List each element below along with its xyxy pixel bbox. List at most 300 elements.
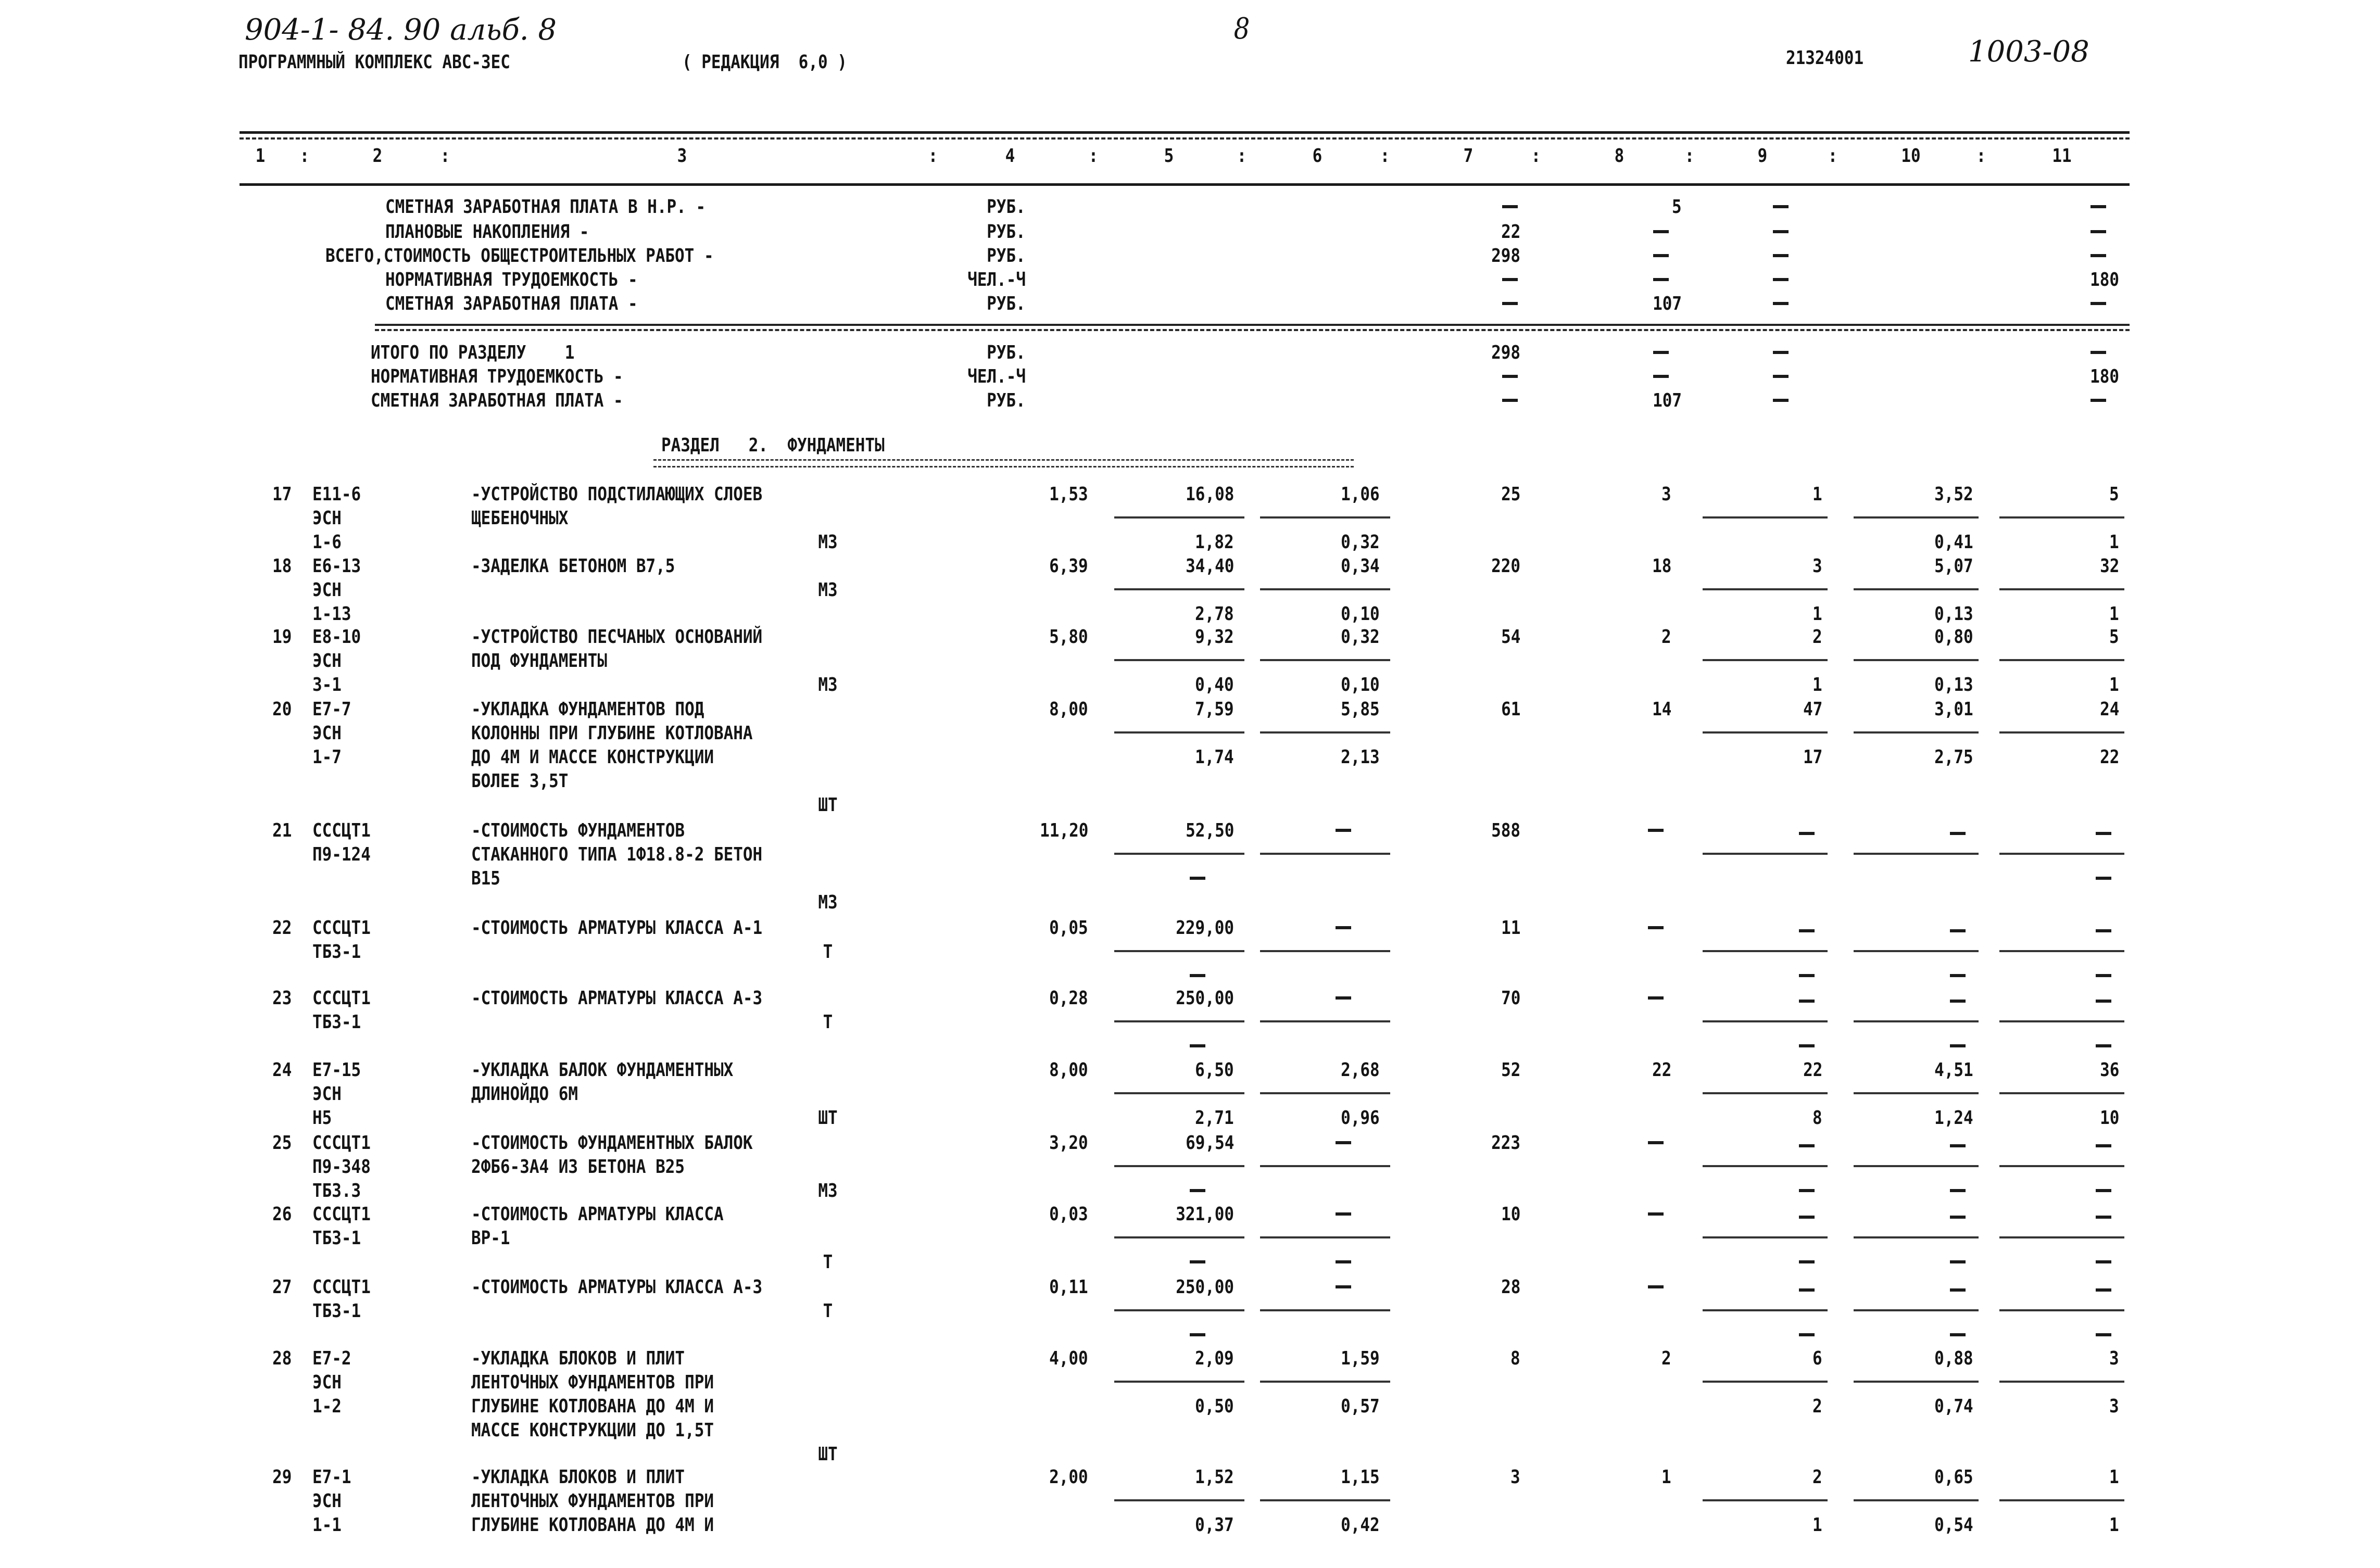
table-top-rule xyxy=(240,131,2130,134)
empty-dash xyxy=(1773,399,1789,402)
cell-divider xyxy=(1854,853,1979,855)
cell-divider xyxy=(1854,588,1979,590)
item-description: -СТОИМОСТЬ ФУНДАМЕНТОВ xyxy=(471,820,685,841)
item-code: СССЦТ1 xyxy=(312,1276,371,1298)
item-c11: 3 xyxy=(2109,1396,2119,1417)
item-c11: 10 xyxy=(2099,1107,2119,1129)
item-description: -ЗАДЕЛКА БЕТОНОМ В7,5 xyxy=(471,555,675,577)
item-c11: 22 xyxy=(2099,747,2119,768)
cell-divider xyxy=(1999,516,2124,519)
empty-dash xyxy=(1799,1000,1815,1003)
empty-dash xyxy=(2096,1000,2111,1003)
cell-divider xyxy=(1114,1020,1244,1022)
item-description: -СТОИМОСТЬ АРМАТУРЫ КЛАССА А-3 xyxy=(471,988,763,1009)
empty-dash xyxy=(2091,205,2106,208)
empty-dash xyxy=(1950,1000,1966,1003)
program-name: ПРОГРАММНЫЙ КОМПЛЕКС АВС-3ЕС xyxy=(238,52,510,73)
empty-dash xyxy=(1799,832,1815,835)
item-c9: 2 xyxy=(1812,1466,1822,1488)
section-total-unit: РУБ. xyxy=(987,390,1026,411)
cell-divider xyxy=(1854,1381,1979,1383)
column-separator: : xyxy=(1684,145,1695,167)
item-description: -СТОИМОСТЬ АРМАТУРЫ КЛАССА А-3 xyxy=(471,1276,763,1298)
empty-dash xyxy=(1648,926,1664,929)
item-c6: 1,15 xyxy=(1341,1466,1380,1488)
empty-dash xyxy=(1950,1333,1966,1336)
item-unit: Т xyxy=(823,941,833,963)
item-code: Е7-2 xyxy=(312,1348,351,1369)
item-quantity: 6,39 xyxy=(1049,555,1088,577)
item-description: -УКЛАДКА БЛОКОВ И ПЛИТ xyxy=(471,1466,685,1488)
item-c7: 220 xyxy=(1491,555,1520,577)
item-c7: 70 xyxy=(1501,988,1520,1009)
cell-divider xyxy=(1703,1499,1828,1501)
empty-dash xyxy=(1799,1144,1815,1147)
total-label: ПЛАНОВЫЕ НАКОПЛЕНИЯ - xyxy=(385,221,589,243)
item-code: 1-1 xyxy=(312,1514,342,1536)
empty-dash xyxy=(1799,1333,1815,1336)
item-description: -УСТРОЙСТВО ПЕСЧАНЫХ ОСНОВАНИЙ xyxy=(471,626,763,648)
item-c10: 3,01 xyxy=(1934,699,1973,720)
item-code: ЭСН xyxy=(312,1083,342,1105)
item-c5: 2,78 xyxy=(1195,603,1234,625)
item-code: ТБ3.3 xyxy=(312,1180,361,1202)
empty-dash xyxy=(2091,254,2106,257)
empty-dash xyxy=(2091,351,2106,354)
edition-label: ( РЕДАКЦИЯ 6,0 ) xyxy=(682,52,847,73)
item-c11: 1 xyxy=(2109,1514,2119,1536)
cell-divider xyxy=(1114,1499,1244,1501)
total-value: 5 xyxy=(1672,196,1682,218)
cell-divider xyxy=(1260,1165,1390,1167)
empty-dash xyxy=(2091,302,2106,305)
item-code: Е7-15 xyxy=(312,1059,361,1081)
cell-divider xyxy=(1999,1020,2124,1022)
empty-dash xyxy=(1773,230,1789,233)
item-c9: 3 xyxy=(1812,555,1822,577)
item-description: ЛЕНТОЧНЫХ ФУНДАМЕНТОВ ПРИ xyxy=(471,1372,714,1393)
cell-divider xyxy=(1703,1165,1828,1167)
item-description: -УСТРОЙСТВО ПОДСТИЛАЮЩИХ СЛОЕВ xyxy=(471,484,763,505)
item-c5: 321,00 xyxy=(1176,1204,1234,1225)
item-c6: 1,06 xyxy=(1341,484,1380,505)
item-description: ГЛУБИНЕ КОТЛОВАНА ДО 4М И xyxy=(471,1514,714,1536)
item-c8: 2 xyxy=(1661,626,1671,648)
cell-divider xyxy=(1114,1381,1244,1383)
subtotal-rule-dashed xyxy=(375,329,2130,331)
item-c11: 24 xyxy=(2099,699,2119,720)
cell-divider xyxy=(1703,1092,1828,1094)
item-number: 29 xyxy=(272,1466,292,1488)
item-code: П9-124 xyxy=(312,844,371,865)
item-description: ВР-1 xyxy=(471,1228,510,1249)
item-c7: 52 xyxy=(1501,1059,1520,1081)
section-title-underline xyxy=(653,459,1354,467)
item-quantity: 8,00 xyxy=(1049,1059,1088,1081)
empty-dash xyxy=(2096,929,2111,932)
handwritten-reference: 1003-08 xyxy=(1968,35,2089,69)
item-quantity: 1,53 xyxy=(1049,484,1088,505)
empty-dash xyxy=(2096,1189,2111,1192)
cell-divider xyxy=(1854,1092,1979,1094)
item-number: 28 xyxy=(272,1348,292,1369)
item-c6: 0,42 xyxy=(1341,1514,1380,1536)
total-value: 180 xyxy=(2090,269,2119,290)
empty-dash xyxy=(1773,205,1789,208)
item-c5: 0,40 xyxy=(1195,674,1234,696)
empty-dash xyxy=(1190,1189,1205,1192)
cell-divider xyxy=(1114,731,1244,734)
item-number: 17 xyxy=(272,484,292,505)
item-c6: 2,68 xyxy=(1341,1059,1380,1081)
item-c5: 1,52 xyxy=(1195,1466,1234,1488)
item-quantity: 0,11 xyxy=(1049,1276,1088,1298)
empty-dash xyxy=(1950,1288,1966,1292)
item-unit: ШТ xyxy=(818,794,838,816)
cell-divider xyxy=(1999,853,2124,855)
column-separator: : xyxy=(1531,145,1541,167)
item-unit: М3 xyxy=(818,674,838,696)
cell-divider xyxy=(1854,1499,1979,1501)
cell-divider xyxy=(1999,1381,2124,1383)
item-c10: 0,13 xyxy=(1934,674,1973,696)
item-description: 2ФБ6-3А4 ИЗ БЕТОНА В25 xyxy=(471,1156,685,1178)
item-c6: 1,59 xyxy=(1341,1348,1380,1369)
column-header-1: 1 xyxy=(255,145,266,167)
item-number: 22 xyxy=(272,917,292,939)
empty-dash xyxy=(1190,1044,1205,1047)
total-unit: РУБ. xyxy=(987,221,1026,243)
empty-dash xyxy=(1950,832,1966,835)
item-unit: М3 xyxy=(818,892,838,913)
item-code: Н5 xyxy=(312,1107,332,1129)
item-c5: 250,00 xyxy=(1176,988,1234,1009)
item-c7: 25 xyxy=(1501,484,1520,505)
empty-dash xyxy=(1799,929,1815,932)
empty-dash xyxy=(1950,1260,1966,1263)
item-description: В15 xyxy=(471,868,500,889)
cell-divider xyxy=(1114,588,1244,590)
total-label: СМЕТНАЯ ЗАРАБОТНАЯ ПЛАТА В Н.Р. - xyxy=(385,196,706,218)
item-c7: 10 xyxy=(1501,1204,1520,1225)
section-total-label: НОРМАТИВНАЯ ТРУДОЕМКОСТЬ - xyxy=(371,366,623,387)
item-quantity: 4,00 xyxy=(1049,1348,1088,1369)
cell-divider xyxy=(1999,1309,2124,1311)
item-c11: 3 xyxy=(2109,1348,2119,1369)
column-header-rule xyxy=(240,183,2130,186)
item-code: ТБ3-1 xyxy=(312,1011,361,1033)
item-number: 18 xyxy=(272,555,292,577)
item-c10: 0,74 xyxy=(1934,1396,1973,1417)
item-c11: 1 xyxy=(2109,532,2119,553)
empty-dash xyxy=(2091,230,2106,233)
cell-divider xyxy=(1999,588,2124,590)
column-separator: : xyxy=(1380,145,1390,167)
item-code: Е8-10 xyxy=(312,626,361,648)
item-quantity: 0,03 xyxy=(1049,1204,1088,1225)
cell-divider xyxy=(1260,853,1390,855)
item-c5: 2,71 xyxy=(1195,1107,1234,1129)
item-number: 21 xyxy=(272,820,292,841)
cell-divider xyxy=(1260,516,1390,519)
item-code: ЭСН xyxy=(312,579,342,601)
item-unit: М3 xyxy=(818,579,838,601)
cell-divider xyxy=(1260,659,1390,661)
empty-dash xyxy=(1502,205,1518,208)
column-separator: : xyxy=(1088,145,1099,167)
empty-dash xyxy=(1773,375,1789,378)
item-description: БОЛЕЕ 3,5Т xyxy=(471,770,569,792)
cell-divider xyxy=(1999,731,2124,734)
item-c8: 1 xyxy=(1661,1466,1671,1488)
empty-dash xyxy=(1653,278,1669,281)
cell-divider xyxy=(1854,731,1979,734)
item-c5: 69,54 xyxy=(1185,1132,1234,1154)
total-value: 298 xyxy=(1491,245,1520,267)
cell-divider xyxy=(1703,1020,1828,1022)
cell-divider xyxy=(1260,588,1390,590)
cell-divider xyxy=(1999,950,2124,952)
subtotal-rule xyxy=(375,324,2130,326)
empty-dash xyxy=(2096,877,2111,880)
cell-divider xyxy=(1999,1236,2124,1238)
empty-dash xyxy=(1336,1212,1351,1216)
item-c9: 2 xyxy=(1812,1396,1822,1417)
column-separator: : xyxy=(1237,145,1247,167)
item-c10: 3,52 xyxy=(1934,484,1973,505)
column-separator: : xyxy=(928,145,938,167)
empty-dash xyxy=(2091,399,2106,402)
item-c10: 0,41 xyxy=(1934,532,1973,553)
empty-dash xyxy=(1648,1285,1664,1288)
item-description: ДО 4М И МАССЕ КОНСТРУКЦИИ xyxy=(471,747,714,768)
empty-dash xyxy=(1653,375,1669,378)
empty-dash xyxy=(1336,1285,1351,1288)
cell-divider xyxy=(1854,516,1979,519)
empty-dash xyxy=(1950,1216,1966,1219)
item-code: 1-6 xyxy=(312,532,342,553)
item-c5: 34,40 xyxy=(1185,555,1234,577)
item-code: Е7-1 xyxy=(312,1466,351,1488)
item-code: СССЦТ1 xyxy=(312,1204,371,1225)
item-code: ЭСН xyxy=(312,650,342,672)
item-code: ТБ3-1 xyxy=(312,1228,361,1249)
item-description: -СТОИМОСТЬ АРМАТУРЫ КЛАССА А-1 xyxy=(471,917,763,939)
empty-dash xyxy=(2096,1044,2111,1047)
column-header-10: 10 xyxy=(1901,145,1921,167)
cell-divider xyxy=(1703,1381,1828,1383)
item-code: ТБ3-1 xyxy=(312,1300,361,1322)
column-separator: : xyxy=(299,145,310,167)
total-unit: РУБ. xyxy=(987,293,1026,314)
empty-dash xyxy=(1950,1144,1966,1147)
column-header-9: 9 xyxy=(1757,145,1768,167)
item-c7: 28 xyxy=(1501,1276,1520,1298)
document-number: 21324001 xyxy=(1786,47,1864,69)
item-code: СССЦТ1 xyxy=(312,917,371,939)
section-total-value: 180 xyxy=(2090,366,2119,387)
empty-dash xyxy=(1502,375,1518,378)
empty-dash xyxy=(1950,929,1966,932)
section-title: РАЗДЕЛ 2. ФУНДАМЕНТЫ xyxy=(661,435,885,456)
cell-divider xyxy=(1260,950,1390,952)
empty-dash xyxy=(1336,1141,1351,1144)
empty-dash xyxy=(1336,1260,1351,1263)
item-code: 1-7 xyxy=(312,747,342,768)
item-description: ПОД ФУНДАМЕНТЫ xyxy=(471,650,607,672)
item-description: КОЛОННЫ ПРИ ГЛУБИНЕ КОТЛОВАНА xyxy=(471,723,753,744)
item-c9: 2 xyxy=(1812,626,1822,648)
empty-dash xyxy=(2096,1144,2111,1147)
item-c8: 18 xyxy=(1652,555,1671,577)
item-number: 20 xyxy=(272,699,292,720)
empty-dash xyxy=(1648,829,1664,832)
empty-dash xyxy=(1773,351,1789,354)
total-value: 22 xyxy=(1501,221,1520,243)
cell-divider xyxy=(1260,1499,1390,1501)
empty-dash xyxy=(1799,1288,1815,1292)
item-c8: 2 xyxy=(1661,1348,1671,1369)
item-c7: 8 xyxy=(1510,1348,1520,1369)
section-total-label: ИТОГО ПО РАЗДЕЛУ 1 xyxy=(371,342,575,363)
item-c7: 223 xyxy=(1491,1132,1520,1154)
section-total-unit: ЧЕЛ.-Ч xyxy=(967,366,1026,387)
section-total-label: СМЕТНАЯ ЗАРАБОТНАЯ ПЛАТА - xyxy=(371,390,623,411)
item-code: ТБ3-1 xyxy=(312,941,361,963)
cell-divider xyxy=(1999,1092,2124,1094)
empty-dash xyxy=(1336,996,1351,1000)
item-c11: 1 xyxy=(2109,603,2119,625)
item-c11: 36 xyxy=(2099,1059,2119,1081)
column-header-6: 6 xyxy=(1312,145,1323,167)
item-c11: 1 xyxy=(2109,1466,2119,1488)
item-code: П9-348 xyxy=(312,1156,371,1178)
item-number: 19 xyxy=(272,626,292,648)
column-header-5: 5 xyxy=(1164,145,1174,167)
cell-divider xyxy=(1114,853,1244,855)
item-unit: ШТ xyxy=(818,1444,838,1465)
cell-divider xyxy=(1260,1092,1390,1094)
item-number: 26 xyxy=(272,1204,292,1225)
item-code: ЭСН xyxy=(312,1372,342,1393)
total-label: НОРМАТИВНАЯ ТРУДОЕМКОСТЬ - xyxy=(385,269,638,290)
cell-divider xyxy=(1260,1381,1390,1383)
total-unit: ЧЕЛ.-Ч xyxy=(967,269,1026,290)
empty-dash xyxy=(1950,974,1966,977)
item-c7: 588 xyxy=(1491,820,1520,841)
total-unit: РУБ. xyxy=(987,196,1026,218)
empty-dash xyxy=(1653,351,1669,354)
item-unit: М3 xyxy=(818,532,838,553)
cell-divider xyxy=(1703,516,1828,519)
empty-dash xyxy=(1502,399,1518,402)
empty-dash xyxy=(1950,1044,1966,1047)
column-header-11: 11 xyxy=(2052,145,2072,167)
cell-divider xyxy=(1999,1165,2124,1167)
item-unit: Т xyxy=(823,1251,833,1273)
item-unit: ШТ xyxy=(818,1107,838,1129)
total-value: 107 xyxy=(1653,293,1682,314)
cell-divider xyxy=(1703,731,1828,734)
item-code: ЭСН xyxy=(312,1490,342,1512)
cell-divider xyxy=(1703,853,1828,855)
cell-divider xyxy=(1703,1309,1828,1311)
empty-dash xyxy=(1648,996,1664,1000)
item-description: ЩЕБЕНОЧНЫХ xyxy=(471,508,569,529)
empty-dash xyxy=(1950,1189,1966,1192)
item-c5: 1,74 xyxy=(1195,747,1234,768)
item-c7: 61 xyxy=(1501,699,1520,720)
total-label: ВСЕГО,СТОИМОСТЬ ОБЩЕСТРОИТЕЛЬНЫХ РАБОТ - xyxy=(325,245,714,267)
item-c10: 5,07 xyxy=(1934,555,1973,577)
item-description: -СТОИМОСТЬ АРМАТУРЫ КЛАССА xyxy=(471,1204,724,1225)
item-unit: М3 xyxy=(818,1180,838,1202)
item-number: 24 xyxy=(272,1059,292,1081)
item-c5: 52,50 xyxy=(1185,820,1234,841)
empty-dash xyxy=(2096,1260,2111,1263)
cell-divider xyxy=(1114,1309,1244,1311)
item-code: 1-13 xyxy=(312,603,351,625)
cell-divider xyxy=(1999,1499,2124,1501)
section-total-value: 298 xyxy=(1491,342,1520,363)
cell-divider xyxy=(1114,1236,1244,1238)
empty-dash xyxy=(1648,1212,1664,1216)
item-c8: 22 xyxy=(1652,1059,1671,1081)
empty-dash xyxy=(1336,829,1351,832)
item-code: СССЦТ1 xyxy=(312,820,371,841)
total-label: СМЕТНАЯ ЗАРАБОТНАЯ ПЛАТА - xyxy=(385,293,638,314)
empty-dash xyxy=(1799,1216,1815,1219)
item-c6: 0,10 xyxy=(1341,603,1380,625)
item-description: СТАКАННОГО ТИПА 1Ф18.8-2 БЕТОН xyxy=(471,844,763,865)
item-c8: 14 xyxy=(1652,699,1671,720)
item-c5: 16,08 xyxy=(1185,484,1234,505)
item-c10: 1,24 xyxy=(1934,1107,1973,1129)
cell-divider xyxy=(1854,1165,1979,1167)
item-c5: 7,59 xyxy=(1195,699,1234,720)
item-description: ДЛИНОЙДО 6М xyxy=(471,1083,578,1105)
column-separator: : xyxy=(1976,145,1986,167)
cell-divider xyxy=(1999,659,2124,661)
empty-dash xyxy=(1773,254,1789,257)
item-code: Е7-7 xyxy=(312,699,351,720)
empty-dash xyxy=(1799,974,1815,977)
handwritten-code: 904-1- 84. 90 альб. 8 xyxy=(245,13,557,47)
empty-dash xyxy=(1653,230,1669,233)
empty-dash xyxy=(1502,278,1518,281)
empty-dash xyxy=(1773,278,1789,281)
empty-dash xyxy=(1648,1141,1664,1144)
empty-dash xyxy=(2096,1216,2111,1219)
item-c10: 0,80 xyxy=(1934,626,1973,648)
item-quantity: 3,20 xyxy=(1049,1132,1088,1154)
empty-dash xyxy=(1773,302,1789,305)
table-top-rule-dashed xyxy=(240,137,2130,140)
item-c6: 5,85 xyxy=(1341,699,1380,720)
total-unit: РУБ. xyxy=(987,245,1026,267)
item-quantity: 0,28 xyxy=(1049,988,1088,1009)
item-c6: 0,34 xyxy=(1341,555,1380,577)
empty-dash xyxy=(1190,1260,1205,1263)
empty-dash xyxy=(1653,254,1669,257)
empty-dash xyxy=(1799,1044,1815,1047)
item-unit: Т xyxy=(823,1300,833,1322)
column-header-3: 3 xyxy=(677,145,687,167)
cell-divider xyxy=(1114,659,1244,661)
item-c5: 1,82 xyxy=(1195,532,1234,553)
section-total-value: 107 xyxy=(1653,390,1682,411)
cell-divider xyxy=(1260,1309,1390,1311)
